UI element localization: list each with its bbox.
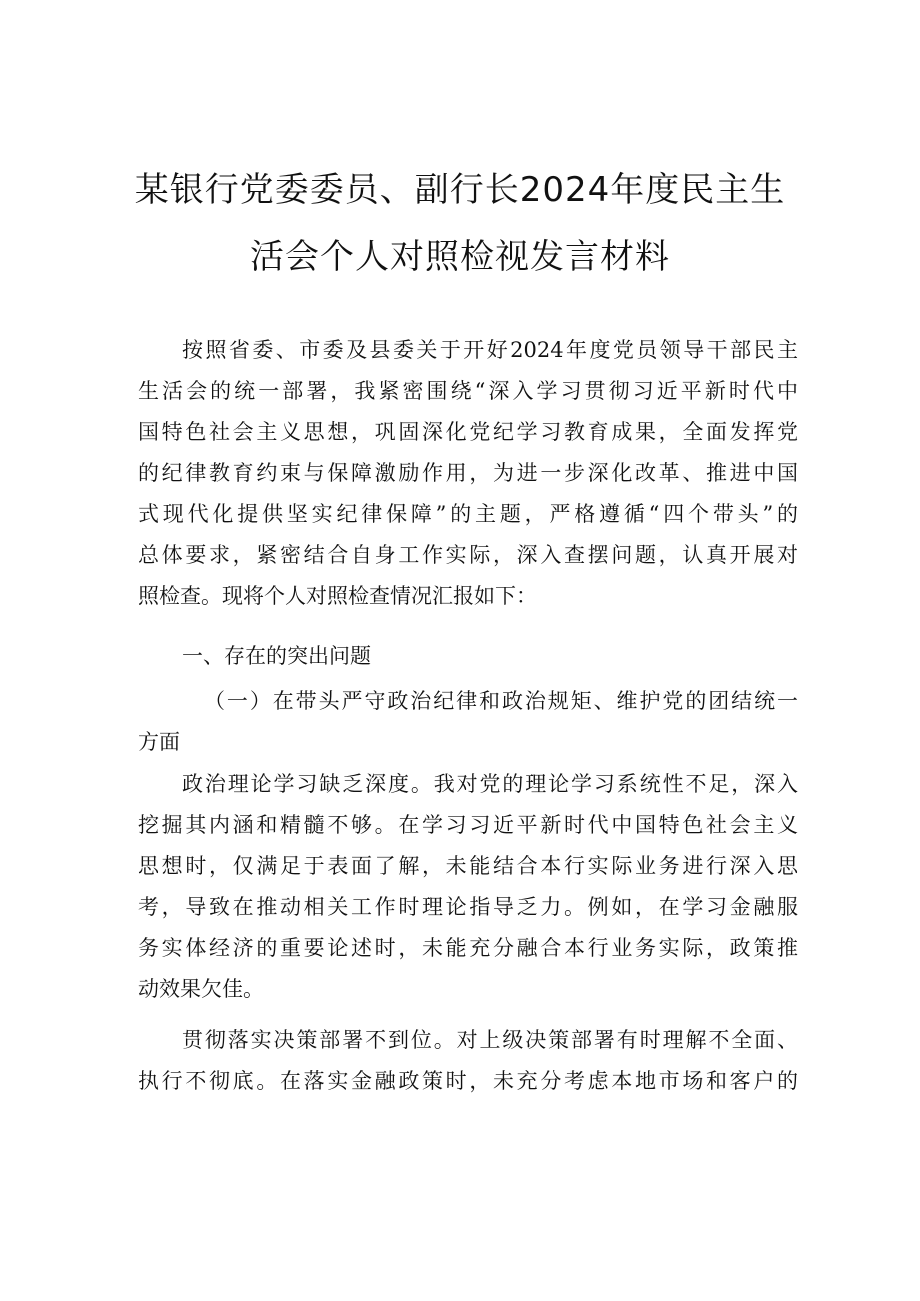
paragraph-line: 执行不彻底。在落实金融政策时，未充分考虑本地市场和客户的 [138, 1069, 798, 1093]
intro-line: 照检查。现将个人对照检查情况汇报如下： [138, 584, 537, 608]
subsection-line: 方面 [138, 730, 180, 754]
document-title-line-2: 活会个人对照检视发言材料 [250, 237, 670, 277]
intro-line: 按照省委、市委及县委关于开好2024年度党员领导干部民主 [182, 338, 798, 362]
subsection-line: （一）在带头严守政治纪律和政治规矩、维护党的团结统一 [204, 689, 798, 713]
paragraph-line: 政治理论学习缺乏深度。我对党的理论学习系统性不足，深入 [182, 772, 798, 796]
paragraph-line: 动效果欠佳。 [138, 977, 264, 1001]
paragraph-line: 务实体经济的重要论述时，未能充分融合本行业务实际，政策推 [138, 936, 798, 960]
document-title-line-1: 某银行党委委员、副行长2024年度民主生 [134, 170, 786, 210]
intro-line: 式现代化提供坚实纪律保障”的主题，严格遵循“四个带头”的 [138, 502, 798, 526]
paragraph-line: 挖掘其内涵和精髓不够。在学习习近平新时代中国特色社会主义 [138, 813, 798, 837]
paragraph-line: 思想时，仅满足于表面了解，未能结合本行实际业务进行深入思 [138, 854, 798, 878]
intro-line: 国特色社会主义思想，巩固深化党纪学习教育成果，全面发挥党 [138, 420, 798, 444]
intro-line: 生活会的统一部署，我紧密围绕“深入学习贯彻习近平新时代中 [138, 379, 798, 403]
paragraph-implementation [138, 1020, 798, 1102]
intro-paragraph [138, 330, 798, 617]
paragraph-line: 考，导致在推动相关工作时理论指导乏力。例如，在学习金融服 [138, 895, 798, 919]
paragraph-line: 贯彻落实决策部署不到位。对上级决策部署有时理解不全面、 [182, 1028, 798, 1052]
intro-line: 总体要求，紧密结合自身工作实际，深入查摆问题，认真开展对 [138, 543, 798, 567]
section-heading: 一、存在的突出问题 [182, 644, 371, 668]
intro-line: 的纪律教育约束与保障激励作用，为进一步深化改革、推进中国 [138, 461, 798, 485]
subsection-heading [138, 681, 798, 763]
paragraph-political-theory [138, 764, 798, 1010]
